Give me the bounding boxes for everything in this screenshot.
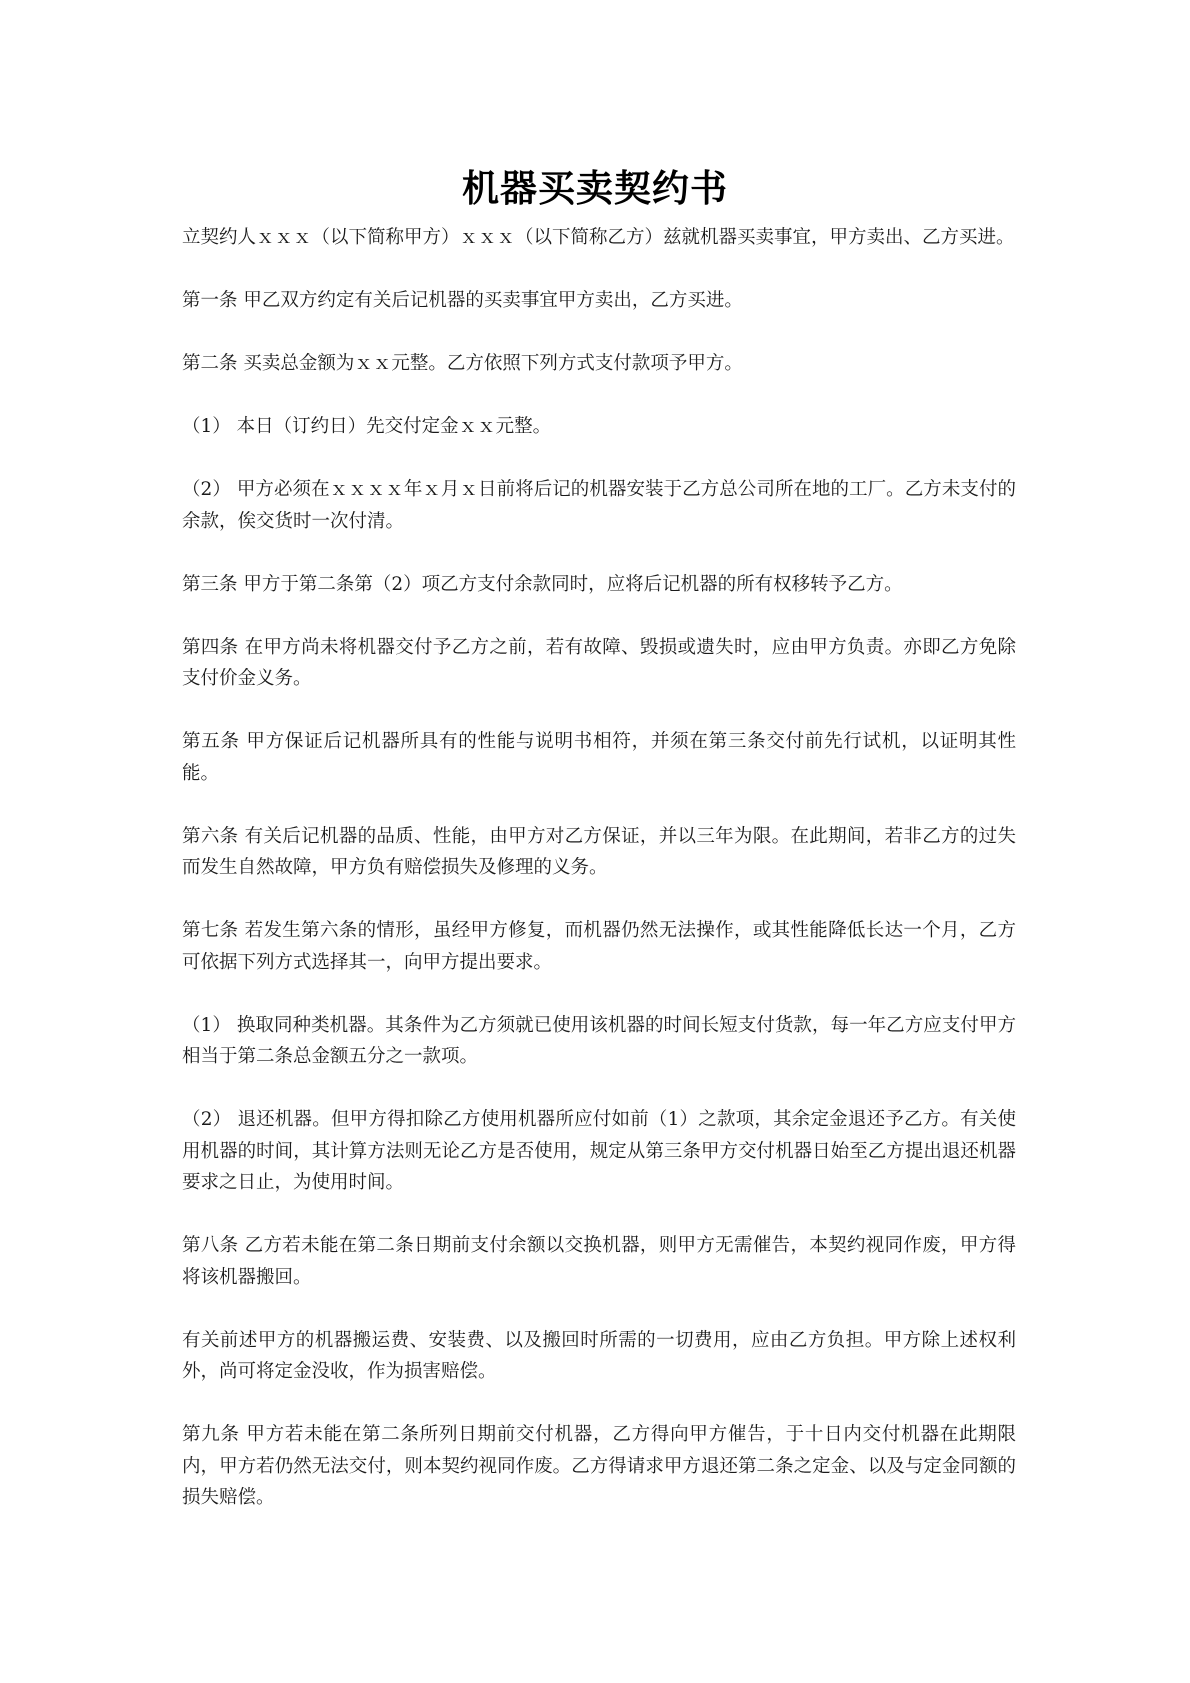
article-2-paragraph: 第二条 买卖总金额为ｘｘ元整。乙方依照下列方式支付款项予甲方。 bbox=[182, 353, 743, 374]
article-5-paragraph: 第五条 甲方保证后记机器所具有的性能与说明书相符，并须在第三条交付前先行试机，以证明其性能。 bbox=[182, 731, 1016, 784]
article-7-paragraph: 第七条 若发生第六条的情形，虽经甲方修复，而机器仍然无法操作，或其性能降低长达一个月，乙方可依据下列方式选择其一，向甲方提出要求。 bbox=[182, 920, 1016, 973]
document-title: 机器买卖契约书 bbox=[462, 167, 728, 210]
document-body bbox=[182, 222, 1016, 1514]
article-1-paragraph: 第一条 甲乙双方约定有关后记机器的买卖事宜甲方卖出，乙方买进。 bbox=[182, 290, 743, 311]
article-6-paragraph: 第六条 有关后记机器的品质、性能，由甲方对乙方保证，并以三年为限。在此期间，若非乙方的过失而发生自然故障，甲方负有赔偿损失及修理的义务。 bbox=[182, 825, 1016, 878]
article-2-item-1-paragraph: （1） 本日（订约日）先交付定金ｘｘ元整。 bbox=[182, 416, 552, 437]
article-8-paragraph: 第八条 乙方若未能在第二条日期前支付余额以交换机器，则甲方无需催告，本契约视同作废，甲方得将该机器搬回。 bbox=[182, 1235, 1016, 1288]
article-8-costs-paragraph: 有关前述甲方的机器搬运费、安装费、以及搬回时所需的一切费用，应由乙方负担。甲方除上述权利外，尚可将定金没收，作为损害赔偿。 bbox=[182, 1329, 1016, 1382]
article-7-item-1-paragraph: （1） 换取同种类机器。其条件为乙方须就已使用该机器的时间长短支付货款，每一年乙方应支付甲方相当于第二条总金额五分之一款项。 bbox=[182, 1014, 1016, 1067]
preamble-paragraph: 立契约人ｘｘｘ（以下简称甲方）ｘｘｘ（以下简称乙方）兹就机器买卖事宜，甲方卖出、乙方买进。 bbox=[182, 227, 1015, 248]
article-3-paragraph: 第三条 甲方于第二条第（2）项乙方支付余款同时，应将后记机器的所有权移转予乙方。 bbox=[182, 573, 903, 595]
article-9-paragraph: 第九条 甲方若未能在第二条所列日期前交付机器，乙方得向甲方催告，于十日内交付机器在此期限内，甲方若仍然无法交付，则本契约视同作废。乙方得请求甲方退还第二条之定金、以及与定金同额的损失赔偿。 bbox=[182, 1424, 1016, 1508]
article-4-paragraph: 第四条 在甲方尚未将机器交付予乙方之前，若有故障、毁损或遗失时，应由甲方负责。亦即乙方免除支付价金义务。 bbox=[182, 636, 1016, 689]
article-2-item-2-paragraph: （2） 甲方必须在ｘｘｘｘ年ｘ月ｘ日前将后记的机器安装于乙方总公司所在地的工厂。乙方未支付的余款，俟交货时一次付清。 bbox=[182, 479, 1016, 532]
article-7-item-2-paragraph: （2） 退还机器。但甲方得扣除乙方使用机器所应付如前（1）之款项，其余定金退还予乙方。有关使用机器的时间，其计算方法则无论乙方是否使用，规定从第三条甲方交付机器日始至乙方提出退还机器要求之日止，为使用时间。 bbox=[182, 1109, 1016, 1193]
